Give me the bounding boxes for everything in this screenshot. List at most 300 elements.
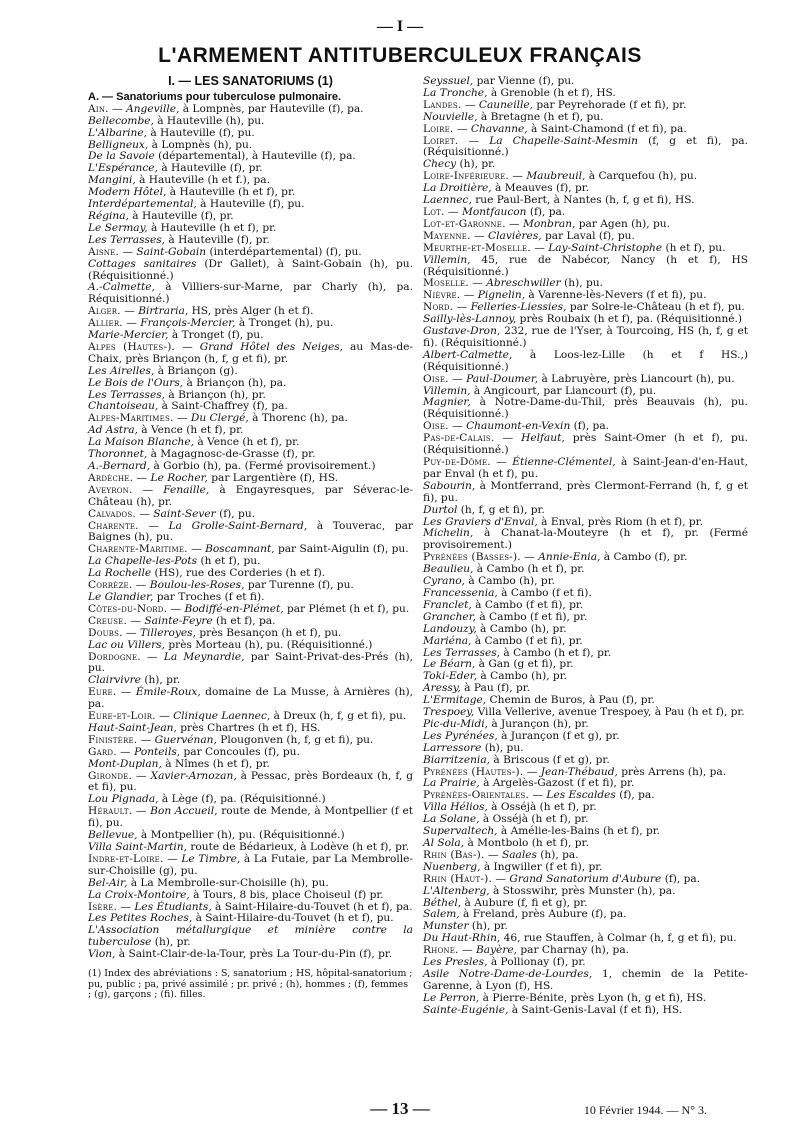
department-name: Ardèche.: [88, 471, 134, 484]
sanatorium-name: L'Altenberg,: [423, 884, 490, 897]
sanatorium-name: A.-Bernard,: [88, 460, 151, 472]
department-name: Pyrénées (Basses-).: [423, 551, 521, 564]
department-name: Allier.: [88, 317, 123, 330]
sanatorium-entry: Nord. — Felleries-Liessies, par Solre-le-Château (h et f), pu.: [423, 301, 745, 314]
sanatorium-details: 46, rue Stauffen, à Colmar (h, f, g et fi), pu.: [500, 932, 737, 945]
sanatorium-name: Mont-Duplan,: [88, 757, 162, 770]
sanatorium-details: à Cambo (f et fi), pr.: [475, 610, 588, 623]
sanatorium-details: à Magagnosc-de-Grasse (f), pr.: [147, 448, 316, 461]
sanatorium-name: Béthel,: [423, 896, 462, 909]
department-name: Lot-et-Garonne.: [423, 217, 506, 230]
sanatorium-details: à Montbolo (h et f), pr.: [464, 837, 589, 849]
sanatorium-name: Saint-Gobain: [136, 245, 207, 258]
sanatorium-entry: Creuse. — Sainte-Feyre (h et f), pa.: [88, 614, 276, 627]
sanatorium-name: Lay-Saint-Christophe: [548, 241, 663, 254]
issue-date: 10 Février 1944. — N° 3.: [583, 1103, 707, 1117]
sanatorium-details: à Enval, près Riom (h et f), pr.: [537, 515, 703, 528]
sanatorium-details: à Lège (f), pa. (Réquisitionné.): [158, 793, 326, 806]
sanatorium-name: Michelin,: [423, 527, 474, 540]
sanatorium-entry: Rhin (Haut-). — Grand Sanatorium d'Aubure (f), pa.: [423, 872, 701, 885]
sanatorium-details: (h et f), pu.: [662, 241, 726, 254]
sanatorium-details: à Cambo (h), pr.: [476, 622, 567, 635]
sanatorium-name: Les Terrasses,: [88, 388, 166, 401]
sanatorium-details: à La Membrolle-sur-Choisille (h), pu.: [127, 876, 329, 889]
sanatorium-name: Ad Astra,: [88, 424, 138, 437]
sanatorium-name: Le Béarn,: [423, 658, 476, 671]
department-name: Creuse.: [88, 614, 128, 627]
sanatorium-details: (h et f), pa.: [212, 614, 276, 627]
department-name: Pyrénées (Hautes-).: [423, 765, 524, 778]
sanatorium-name: L'Ermitage,: [423, 694, 487, 707]
sanatorium-name: Paul-Doumer,: [466, 372, 539, 385]
sanatorium-name: Seyssuel,: [423, 75, 474, 87]
sanatorium-entry: Loire-Inférieure. — Maubreuil, à Carquefou (h), pu.: [423, 170, 698, 183]
sanatorium-details: à Osséjà (h et f), pr.: [487, 801, 597, 814]
sanatorium-name: A.-Calmette,: [88, 281, 155, 294]
sanatorium-details: à Meauves (f), pr.: [491, 182, 590, 195]
department-name: Gironde.: [88, 769, 133, 782]
sanatorium-name: Les Airelles,: [88, 364, 155, 377]
sanatorium-entry: Ardèche. — Le Rocher, par Largentière (f), HS.: [88, 471, 339, 484]
department-name: Oise.: [423, 372, 449, 385]
sanatorium-name: Le Bois de l'Ours,: [88, 376, 184, 389]
sanatorium-name: Angeville,: [126, 102, 180, 115]
sanatorium-name: Nouvielle,: [423, 110, 478, 123]
sanatorium-name: Pignelin,: [477, 289, 526, 302]
sanatorium-name: L'Espérance,: [88, 162, 158, 175]
sanatorium-name: Belligneux,: [88, 138, 149, 151]
sanatorium-name: Salem,: [423, 908, 460, 921]
sanatorium-details: 1, chemin de la Petite-Garenne, à Lyon (f), HS.: [423, 967, 748, 992]
sanatorium-details: (h), pr.: [456, 158, 496, 171]
sanatorium-entry: Oise. — Chaumont-en-Vexin (f), pa.: [423, 420, 610, 433]
sanatorium-details: (h), pr.: [151, 936, 191, 949]
department-name: Gard.: [88, 745, 117, 758]
sanatorium-details: Plougonven (h, f, g et fi), pu.: [216, 733, 374, 746]
sanatorium-name: Vion,: [88, 948, 116, 961]
sanatorium-details: à Osséjà (h et f), pr.: [479, 813, 589, 826]
sanatorium-name: Thoronnet,: [88, 448, 148, 461]
sanatorium-entry: Corrèze. — Boulou-les-Roses, par Turenne (f), pu.: [88, 579, 354, 592]
department-name: Isère.: [88, 900, 118, 913]
sanatorium-name: Les Presles,: [423, 956, 488, 969]
sanatorium-details: à Vence (h et f), pr.: [193, 436, 300, 449]
sanatorium-details: à Saint-Hilaire-du-Touvet (h et f), pa.: [211, 900, 413, 913]
sanatorium-details: à Pierre-Bénite, près Lyon (h, g et fi), HS.: [479, 991, 707, 1004]
sanatorium-details: à Argelès-Gazost (f et fi), pr.: [479, 777, 635, 790]
department-name: Moselle.: [423, 277, 469, 290]
sanatorium-entry: Côtes-du-Nord. — Bodiffé-en-Plémet, par Plémet (h et f), pu.: [88, 602, 410, 615]
sanatorium-name: Du Haut-Rhin,: [423, 932, 501, 945]
sanatorium-details: 45, rue de Nabécor, Nancy (h et f), HS (Réquisitionné.): [423, 253, 748, 278]
sanatorium-details: à Hauteville (h et f), pr.: [147, 221, 277, 234]
sanatorium-entry: Pas-de-Calais. — Helfaut, près Saint-Omer (h et f), pu. (Réquisitionné.): [423, 432, 748, 457]
sanatorium-details: route de Bédarieux, à Lodève (h et f), pr.: [187, 841, 410, 853]
sanatorium-entry: [423, 1005, 748, 1017]
department-name: Alpes (Hautes-).: [88, 340, 176, 353]
sanatorium-name: Nuenberg,: [423, 860, 481, 873]
sanatorium-name: Étienne-Clémentel,: [512, 456, 616, 468]
sanatorium-entry: Gard. — Ponteils, par Concoules (f), pu.: [88, 745, 300, 758]
sanatorium-name: Boulou-les-Roses,: [149, 579, 245, 592]
page-title: L'ARMEMENT ANTITUBERCULEUX FRANÇAIS: [158, 44, 642, 67]
sanatorium-name: Chavanne,: [470, 122, 528, 135]
sanatorium-name: Annie-Enia,: [538, 551, 601, 564]
sanatorium-entry: Landes. — Cauneille, par Peyrehorade (f et fi), pr.: [423, 98, 687, 111]
sanatorium-details: par Saint-Aigulin (f), pu.: [274, 543, 409, 556]
sanatorium-name: Grand Sanatorium d'Aubure: [509, 872, 662, 885]
sanatorium-name: Supervaltech,: [423, 825, 498, 838]
sanatorium-entry: Oise. — Paul-Doumer, à Labruyère, près Liancourt (h), pu.: [423, 372, 735, 385]
sanatorium-details: à Saint-Chamond (f et fi), pa.: [527, 122, 687, 135]
sanatorium-name: Gustave-Dron,: [423, 325, 501, 338]
sanatorium-name: Chaumont-en-Vexin: [466, 420, 571, 433]
sanatorium-name: Marie-Mercier,: [88, 329, 169, 342]
sanatorium-name: De la Savoie: [88, 150, 155, 163]
sanatorium-name: Landouzy,: [423, 622, 477, 635]
sanatorium-entry: Calvados. — Saint-Sever (f), pu.: [88, 507, 256, 520]
department-name: Ain.: [88, 102, 109, 115]
sanatorium-name: Clinique Laennec,: [173, 710, 271, 723]
sanatorium-entry: Doubs. — Tilleroyes, près Besançon (h et f), pu.: [88, 626, 342, 639]
sanatorium-details: à Montpellier (h), pu. (Réquisitionné.): [137, 829, 345, 842]
sanatorium-details: (f), pu.: [215, 507, 256, 520]
sanatorium-details: à Montferrand, près Clermont-Ferrand (h, f, g et fi), pu.: [423, 479, 748, 504]
sanatorium-name: Cyrano,: [423, 575, 466, 588]
sanatorium-entry: Eure. — Émile-Roux, domaine de La Musse, à Arnières (h), pa.: [88, 686, 413, 711]
sanatorium-name: Villa Saint-Martin,: [88, 841, 187, 853]
sanatorium-details: à Jurançon (h), pr.: [488, 717, 589, 730]
sanatorium-name: Lac ou Villers,: [88, 638, 165, 651]
sanatorium-name: Les Terrasses,: [88, 233, 166, 246]
sanatorium-details: à Saint-Chaffrey (f), pa.: [158, 400, 288, 413]
sanatorium-details: (h, f, g et fi), pr.: [457, 503, 545, 516]
sanatorium-details: à Angicourt, par Liancourt (f), pu.: [470, 384, 657, 397]
sanatorium-name: Bon Accueil,: [150, 805, 218, 818]
sanatorium-details: (h), pu.: [560, 277, 603, 290]
sanatorium-name: Grand Hôtel des Neiges,: [199, 340, 344, 353]
sanatorium-details: à Notre-Dame-du-Thil, près Beauvais (h), pu. (Réquisitionné.): [423, 396, 748, 421]
sanatorium-details: (interdépartemental) (f), pu.: [206, 245, 362, 258]
sanatorium-details: à Pessac, près Bordeaux (h, f, g et fi), pu.: [88, 769, 413, 794]
sanatorium-entry: [88, 949, 413, 961]
sanatorium-details: à Lompnès (h), pu.: [148, 138, 253, 151]
sanatorium-name: Bellecombe,: [88, 114, 154, 127]
sanatorium-details: par Solre-le-Château (h et f), pu.: [566, 301, 745, 314]
sanatorium-name: La Chapelle-les-Pots: [88, 555, 198, 568]
sanatorium-entry: [88, 925, 413, 949]
sanatorium-entry: Puy-de-Dôme. — Étienne-Clémentel, à Saint-Jean-d'en-Haut, par Enval (h et f), pu.: [423, 456, 748, 480]
sanatorium-entry: [423, 255, 748, 279]
sanatorium-name: Trespoey,: [423, 706, 475, 719]
sanatorium-name: Interdépartemental,: [88, 198, 197, 211]
sanatorium-details: (h), pa.: [536, 848, 579, 861]
sanatorium-name: François-Mercier,: [140, 317, 236, 330]
sanatorium-name: Haut-Saint-Jean,: [88, 721, 177, 734]
sanatorium-name: Sailly-lès-Lannoy,: [423, 313, 517, 326]
sanatorium-name: Bellevue,: [88, 829, 138, 842]
sanatorium-details: à Jurançon (f et g), pr.: [497, 729, 620, 742]
sanatorium-name: Le Perron,: [423, 991, 480, 1004]
sanatorium-details: route de Mende, à Montpellier (f et fi), pu.: [88, 805, 413, 830]
sanatorium-details: à Hauteville (f), pr.: [165, 233, 270, 246]
sanatorium-details: 232, rue de l'Yser, à Tourcoing, HS (h, f, g et fi). (Réquisitionné.): [423, 325, 748, 349]
department-name: Dordogne.: [88, 650, 141, 663]
sanatorium-name: Sainte-Eugénie,: [423, 1003, 509, 1016]
sanatorium-entry: Rhin (Bas-). — Saales (h), pa.: [423, 848, 579, 861]
sanatorium-details: à Ingwiller (f et fi), pr.: [480, 860, 603, 873]
page-number: — 13 —: [370, 1099, 430, 1118]
department-name: Rhin (Bas-).: [423, 848, 485, 861]
sanatorium-details: près Roubaix (h et f), pa. (Réquisitionné.): [516, 313, 743, 326]
sanatorium-name: Toki-Eder,: [423, 670, 478, 683]
sanatorium-details: à Bretagne (h et f), pu.: [477, 110, 604, 123]
sanatorium-details: à Hauteville (f), pr.: [128, 209, 234, 222]
sanatorium-name: Sabourin,: [423, 479, 476, 492]
sanatorium-details: près Arrens (h), pa.: [617, 765, 727, 778]
sanatorium-entry: Lot-et-Garonne. — Monbran, par Agen (h), pu.: [423, 217, 670, 230]
sanatorium-name: Durtol: [423, 503, 458, 516]
sanatorium-details: à Saint-Hilaire-du-Touvet (h et f), pu.: [192, 912, 394, 925]
sanatorium-name: Les Étudiants,: [134, 900, 212, 913]
sanatorium-details: à Grenoble (h et f), HS.: [487, 86, 616, 99]
sanatorium-details: à Pollionay (f), pr.: [487, 956, 586, 969]
sanatorium-name: Bayère,: [475, 944, 518, 957]
sanatorium-details: à Villiers-sur-Marne, par Charly (h), pa. Réquisitionné.): [88, 281, 413, 306]
sanatorium-details: près Morteau (h), pu. (Réquisitionné.): [165, 638, 373, 651]
sanatorium-name: Clavières,: [488, 229, 542, 242]
sanatorium-details: à Engayresques, par Séverac-le-Château (h), pr.: [88, 483, 413, 508]
sanatorium-entry: Pyrénées (Basses-). — Annie-Enia, à Cambo (f), pr.: [423, 551, 688, 564]
left-entry-list: [88, 104, 413, 961]
sanatorium-name: Asile Notre-Dame-de-Lourdes,: [423, 967, 593, 980]
sanatorium-details: rue Paul-Bert, à Nantes (h, f, g et fi), HS.: [471, 194, 695, 207]
department-name: Landes.: [423, 98, 462, 111]
sanatorium-name: Larressore: [423, 741, 482, 754]
sanatorium-entry: [423, 528, 748, 552]
department-name: Doubs.: [88, 626, 123, 639]
sanatorium-entry: Alpes-Maritimes. — Du Clergé, à Thorenc (h), pa.: [88, 412, 348, 425]
sanatorium-details: (f), pa.: [661, 872, 701, 885]
sanatorium-name: La Croix-Montoire,: [88, 888, 190, 901]
sanatorium-details: à Cambo (f et fi).: [497, 586, 592, 599]
sanatorium-name: Tilleroyes,: [139, 626, 196, 639]
department-name: Loiret.: [423, 134, 459, 147]
sanatorium-details: à Saint-Jean-d'en-Haut, par Enval (h et f), pu.: [423, 456, 748, 480]
sanatorium-name: Villemin,: [423, 253, 471, 266]
footnote: (1) Index des abréviations : S, sanatorium ; HS, hôpital-sanatorium ; pu, public ; pa, privé assimilé ; pr. privé ; (h), hommes ; (f), femmes ; (g), garçons ; (fi). filles.: [88, 968, 413, 1001]
sanatorium-name: Bodiffé-en-Plémet,: [184, 602, 284, 615]
department-name: Aveyron.: [88, 483, 133, 496]
sanatorium-entry: [423, 326, 748, 350]
sanatorium-details: à Loos-lez-Lille (h et f HS.,) (Réquisitionné.): [423, 348, 748, 373]
sanatorium-details: à Hauteville (h et f.), pa.: [135, 174, 270, 187]
department-name: Alger.: [88, 305, 121, 318]
sanatorium-details: par Concoules (f), pu.: [180, 745, 300, 758]
sanatorium-name: Le Timbre,: [181, 852, 241, 865]
department-name: Pyrénées-Orientales.: [423, 789, 530, 802]
sanatorium-name: Régina,: [88, 209, 129, 222]
sanatorium-name: Les Petites Roches,: [88, 912, 193, 925]
sanatorium-details: à Touverac, par Baignes (h), pu.: [88, 519, 413, 544]
sanatorium-details: (f, g et fi), pa. (Réquisitionné.): [423, 134, 748, 159]
department-name: Loire-Inférieure.: [423, 170, 509, 183]
sanatorium-details: à Tronget (h), pu.: [235, 317, 334, 330]
sanatorium-name: Villemin,: [423, 384, 471, 397]
sanatorium-name: Les Graviers d'Enval,: [423, 515, 538, 528]
sanatorium-name: L'Albarine,: [88, 126, 147, 139]
sanatorium-name: Magnier,: [423, 396, 471, 409]
sanatorium-name: Cauneille,: [478, 98, 533, 111]
sanatorium-entry: Ain. — Angeville, à Lompnès, par Hauteville (f), pa.: [88, 102, 364, 115]
sanatorium-name: Al Sola,: [423, 837, 465, 849]
sanatorium-details: par Vienne (f), pu.: [473, 75, 575, 87]
sanatorium-details: à Hauteville (h et f), pr.: [166, 186, 296, 199]
sanatorium-details: (Dr Gallet), à Saint-Gobain (h), pu. (Réquisitionné.): [88, 257, 413, 282]
sanatorium-details: à Hauteville (f), pu.: [196, 198, 305, 211]
sanatorium-details: à La Futaie, par La Membrolle-sur-Choisille (g), pu.: [88, 852, 413, 877]
sanatorium-name: Pic-du-Midi,: [423, 717, 488, 730]
sanatorium-name: Guervénan,: [154, 733, 217, 746]
sanatorium-details: près Besançon (h et f), pu.: [195, 626, 342, 639]
sanatorium-entry: Pyrénées-Orientales. — Les Escaldes (f), pa.: [423, 789, 655, 802]
sanatorium-name: Le Sermay,: [88, 221, 148, 234]
department-name: Puy-de-Dôme.: [423, 456, 491, 468]
department-name: Lot.: [423, 205, 445, 218]
sanatorium-name: Laennec,: [423, 194, 472, 207]
sanatorium-name: Émile-Roux,: [135, 686, 201, 699]
sanatorium-details: à Varenne-lès-Nevers (f et fi), pu.: [525, 289, 707, 302]
sanatorium-entry: Charente-Maritime. — Boscamnant, par Saint-Aigulin (f), pu.: [88, 543, 409, 556]
department-name: Meurthe-et-Moselle.: [423, 241, 531, 254]
sanatorium-name: Francessenia,: [423, 586, 498, 599]
sanatorium-entry: Moselle. — Abreschwiller (h), pu.: [423, 277, 603, 290]
sanatorium-details: HS, près Alger (h et f).: [188, 305, 314, 318]
sanatorium-name: La Prairie,: [423, 777, 480, 790]
sanatorium-entry: [423, 397, 748, 421]
department-name: Nièvre.: [423, 289, 461, 302]
sanatorium-name: Du Clergé,: [190, 412, 249, 425]
sanatorium-name: La Tronche,: [423, 86, 488, 99]
sanatorium-entry: Isère. — Les Étudiants, à Saint-Hilaire-du-Touvet (h et f), pa.: [88, 900, 413, 913]
sanatorium-entry: Lot. — Montfaucon (f), pa.: [423, 205, 566, 218]
sanatorium-details: (f), pa.: [570, 420, 610, 433]
sanatorium-name: Les Terrasses,: [423, 646, 501, 659]
sanatorium-details: par Charnay (h), pa.: [517, 944, 630, 957]
sanatorium-details: à Saint-Genis-Laval (f et fi), HS.: [508, 1003, 683, 1016]
sanatorium-name: Le Rocher,: [150, 471, 208, 484]
sanatorium-name: Mariéna,: [423, 634, 472, 647]
sanatorium-name: L'Association métallurgique et minière contre la tuberculose: [88, 924, 413, 949]
sanatorium-details: près Saint-Omer (h et f), pu. (Réquisitionné.): [423, 432, 748, 457]
sanatorium-details: à Chanat-la-Mouteyre (h et f), pr. (Fermé provisoirement.): [423, 527, 748, 552]
sanatorium-details: à Cambo (h), pr.: [465, 575, 555, 588]
department-name: Charente-Maritime.: [88, 543, 188, 556]
sanatorium-entry: Dordogne. — La Meynardie, par Saint-Privat-des-Prés (h), pu.: [88, 650, 413, 675]
department-name: Rhone.: [423, 944, 459, 957]
sanatorium-name: Les Escaldes: [546, 789, 616, 802]
sanatorium-name: Jean-Thébaud,: [540, 765, 618, 778]
sanatorium-details: (h), pr.: [468, 920, 508, 933]
sanatorium-name: Mangini,: [88, 174, 136, 187]
department-name: Nord.: [423, 301, 454, 314]
sanatorium-details: à Gorbio (h), pa. (Fermé provisoirement.): [150, 460, 376, 472]
sanatorium-details: par Largentière (f), HS.: [207, 471, 339, 484]
sanatorium-details: à Stosswihr, près Munster (h), pa.: [489, 884, 676, 897]
sanatorium-details: Villa Vellerive, avenue Trespoey, à Pau (h et f), pr.: [474, 706, 745, 719]
sanatorium-name: Checy: [423, 158, 457, 171]
sanatorium-entry: Indre-et-Loire. — Le Timbre, à La Futaie, par La Membrolle-sur-Choisille (g), pu.: [88, 852, 413, 877]
sanatorium-entry: Finistère. — Guervénan, Plougonven (h, f, g et fi), pu.: [88, 733, 374, 746]
sanatorium-name: Chantoiseau,: [88, 400, 159, 413]
sanatorium-name: Cottages sanitaires: [88, 257, 197, 270]
sanatorium-name: Munster: [423, 920, 469, 933]
sanatorium-name: Monbran,: [522, 217, 576, 230]
sanatorium-name: La Solane,: [423, 813, 480, 826]
sanatorium-details: (h et f), pu.: [197, 555, 261, 568]
sanatorium-name: Saales: [501, 848, 537, 861]
department-name: Aisne.: [88, 245, 120, 258]
sanatorium-name: Helfaut,: [521, 432, 565, 445]
department-name: Côtes-du-Nord.: [88, 602, 168, 615]
sanatorium-details: à Amélie-les-Bains (h et f), pr.: [497, 825, 661, 838]
department-name: Pas-de-Calais.: [423, 432, 495, 445]
department-name: Hérault.: [88, 805, 133, 818]
sanatorium-details: (départemental), à Hauteville (f), pa.: [154, 150, 356, 163]
department-name: Oise.: [423, 420, 449, 433]
department-name: Eure.: [88, 686, 117, 699]
sanatorium-name: La Droitière,: [423, 182, 492, 195]
sanatorium-details: (h), pr.: [140, 674, 181, 687]
sanatorium-entry: [423, 481, 748, 505]
department-name: Eure-et-Loir.: [88, 710, 156, 723]
sanatorium-name: Saint-Sever: [153, 507, 216, 520]
sanatorium-details: (f), pa.: [615, 789, 655, 802]
sanatorium-entry: Loire. — Chavanne, à Saint-Chamond (f et fi), pa.: [423, 122, 687, 135]
sanatorium-details: à Aubure (f, fi et g), pr.: [461, 896, 588, 909]
sanatorium-name: Sainte-Feyre: [144, 614, 213, 627]
sanatorium-name: Biarritzenia,: [423, 753, 491, 766]
sanatorium-details: à Labruyère, près Liancourt (h), pu.: [538, 372, 735, 385]
sanatorium-name: Xavier-Arnozan,: [150, 769, 237, 782]
sanatorium-entry: [423, 350, 748, 374]
sanatorium-entry: [88, 282, 413, 306]
department-name: Calvados.: [88, 507, 136, 520]
sanatorium-details: à Tours, 8 bis, place Choiseul (f) pr.: [189, 888, 384, 901]
sanatorium-details: Chemin de Buros, à Pau (f), pr.: [486, 694, 655, 707]
department-name: Alpes-Maritimes.: [88, 412, 174, 425]
sanatorium-details: à Carquefou (h), pu.: [585, 170, 698, 183]
sanatorium-details: à Cambo (f et fi), pr.: [471, 634, 583, 647]
sanatorium-name: Albert-Calmette,: [423, 348, 513, 361]
sanatorium-entry: [88, 259, 413, 283]
subsection-heading: A. — Sanatoriums pour tuberculose pulmonaire.: [88, 90, 342, 103]
sanatorium-details: à Tronget (f), pu.: [168, 329, 264, 342]
department-name: Corrèze.: [88, 579, 133, 592]
sanatorium-details: à Hauteville (f), pu.: [147, 126, 255, 139]
sanatorium-details: à Pau (f), pr.: [460, 682, 530, 695]
department-name: Finistère.: [88, 733, 138, 746]
sanatorium-name: Lou Pignada,: [88, 793, 159, 806]
sanatorium-name: Bel-Air,: [88, 876, 128, 889]
sanatorium-entry: Charente. — La Grolle-Saint-Bernard, à Touverac, par Baignes (h), pu.: [88, 519, 413, 544]
sanatorium-name: La Chapelle-Saint-Mesmin: [489, 134, 639, 147]
sanatorium-entry: Alger. — Birtraria, HS, près Alger (h et f).: [88, 305, 314, 318]
sanatorium-entry: Nièvre. — Pignelin, à Varenne-lès-Nevers (f et fi), pu.: [423, 289, 707, 302]
sanatorium-name: Aressy,: [423, 682, 461, 695]
sanatorium-details: à Briançon (g).: [154, 364, 238, 377]
right-column: [423, 76, 748, 1017]
